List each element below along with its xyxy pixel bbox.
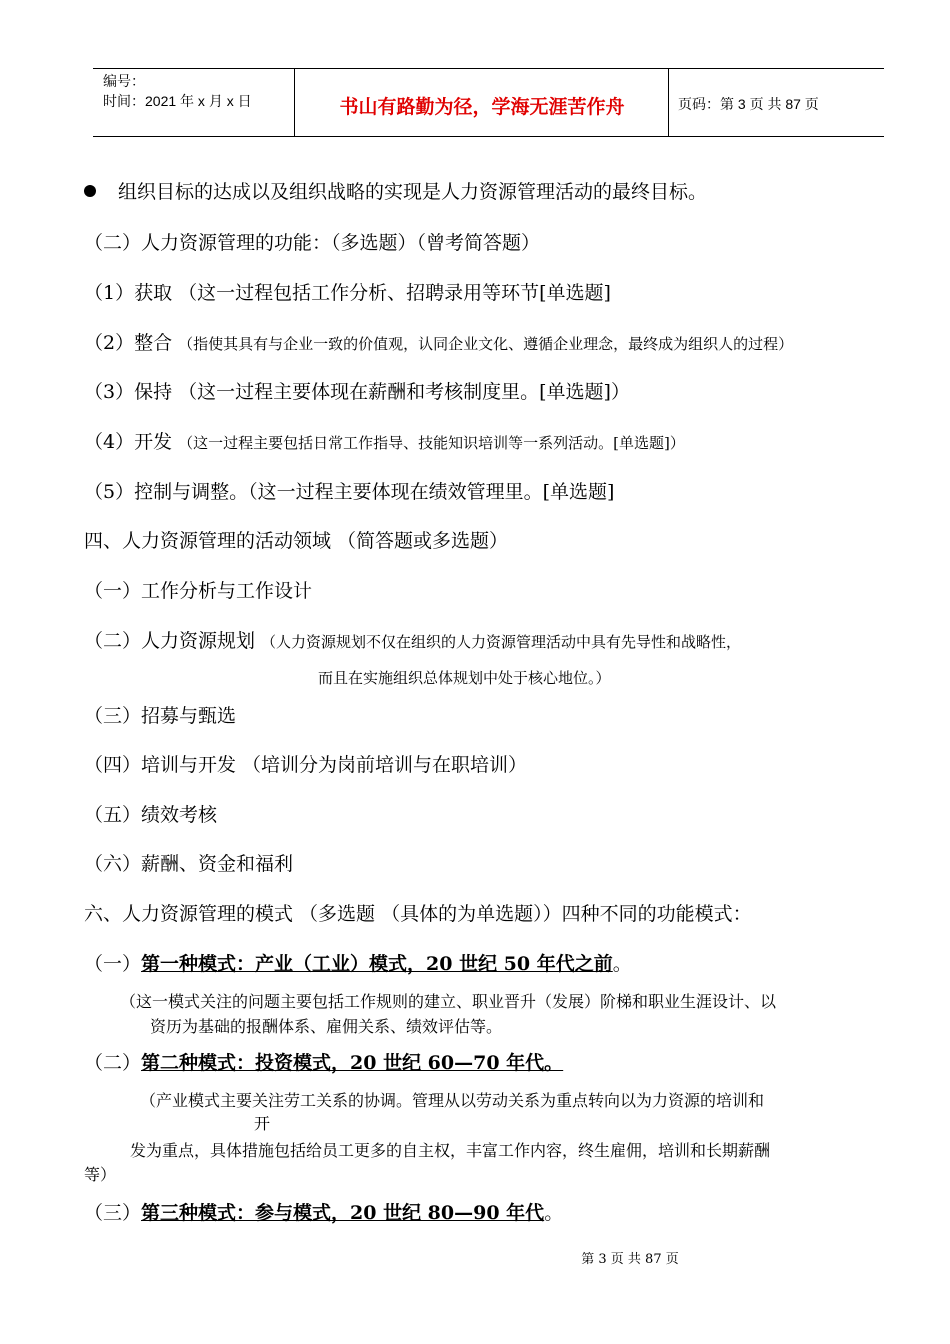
mode-heading: （二）第二种模式：投资模式，20 世纪 60—70 年代。 bbox=[84, 1052, 564, 1074]
text-line: （3）保持 （这一过程主要体现在薪酬和考核制度里。[单选题]） bbox=[84, 381, 630, 403]
header-bottom-border bbox=[93, 136, 884, 137]
text-line: （二）人力资源规划 （人力资源规划不仅在组织的人力资源管理活动中具有先导性和战略性， bbox=[84, 630, 742, 652]
text-line: （一）工作分析与工作设计 bbox=[84, 580, 313, 602]
header-divider-left bbox=[294, 68, 295, 136]
header-divider-right bbox=[668, 68, 669, 136]
header-page-number: 页码：第 3 页 共 87 页 bbox=[678, 96, 819, 112]
text-line: （二）人力资源管理的功能：（多选题）（曾考简答题） bbox=[84, 232, 541, 254]
text-line: （产业模式主要关注劳工关系的协调。管理从以劳动关系为重点转向以为力资源的培训和 bbox=[140, 1091, 765, 1110]
mode-heading: （一）第一种模式：产业（工业）模式，20 世纪 50 年代之前。 bbox=[84, 953, 632, 975]
bullet-line: 组织目标的达成以及组织战略的实现是人力资源管理活动的最终目标。 bbox=[84, 180, 707, 204]
header-top-border bbox=[93, 68, 884, 69]
text-line: （1）获取 （这一过程包括工作分析、招聘录用等环节[单选题] bbox=[84, 282, 611, 304]
text-line: 等） bbox=[84, 1165, 117, 1184]
bullet-icon bbox=[84, 185, 96, 197]
text-line: （五）绩效考核 bbox=[84, 804, 218, 826]
section-heading: 四、人力资源管理的活动领域 （简答题或多选题） bbox=[84, 530, 509, 552]
header-motto: 书山有路勤为径，学海无涯苦作舟 bbox=[339, 96, 625, 118]
text-line: 而且在实施组织总体规划中处于核心地位。） bbox=[318, 669, 611, 687]
mode-heading: （三）第三种模式：参与模式，20 世纪 80—90 年代。 bbox=[84, 1202, 564, 1224]
text-line: （4）开发 （这一过程主要包括日常工作指导、技能知识培训等一系列活动。[单选题]） bbox=[84, 431, 685, 453]
text-line: （2）整合 （指使其具有与企业一致的价值观，认同企业文化、遵循企业理念，最终成为组织人的过程） bbox=[84, 332, 794, 354]
text-line: （三）招募与甄选 bbox=[84, 705, 237, 727]
section-heading: 六、人力资源管理的模式 （多选题 （具体的为单选题））四种不同的功能模式： bbox=[84, 903, 752, 925]
text-line: （六）薪酬、资金和福利 bbox=[84, 853, 294, 875]
text-line: 发为重点，具体措施包括给员工更多的自主权，丰富工作内容，终生雇佣，培训和长期薪酬 bbox=[130, 1141, 771, 1160]
text-line: 资历为基础的报酬体系、雇佣关系、绩效评估等。 bbox=[150, 1017, 503, 1036]
text-line: （这一模式关注的问题主要包括工作规则的建立、职业晋升（发展）阶梯和职业生涯设计、以 bbox=[120, 992, 777, 1011]
header-time: 时间：2021 年 x 月 x 日 bbox=[103, 93, 252, 109]
text-line: （5）控制与调整。（这一过程主要体现在绩效管理里。[单选题] bbox=[84, 481, 615, 503]
page-footer: 第 3 页 共 87 页 bbox=[581, 1252, 679, 1267]
text-line: 开 bbox=[254, 1114, 271, 1133]
text-line: （四）培训与开发 （培训分为岗前培训与在职培训） bbox=[84, 754, 528, 776]
header-serial: 编号： bbox=[103, 73, 145, 89]
